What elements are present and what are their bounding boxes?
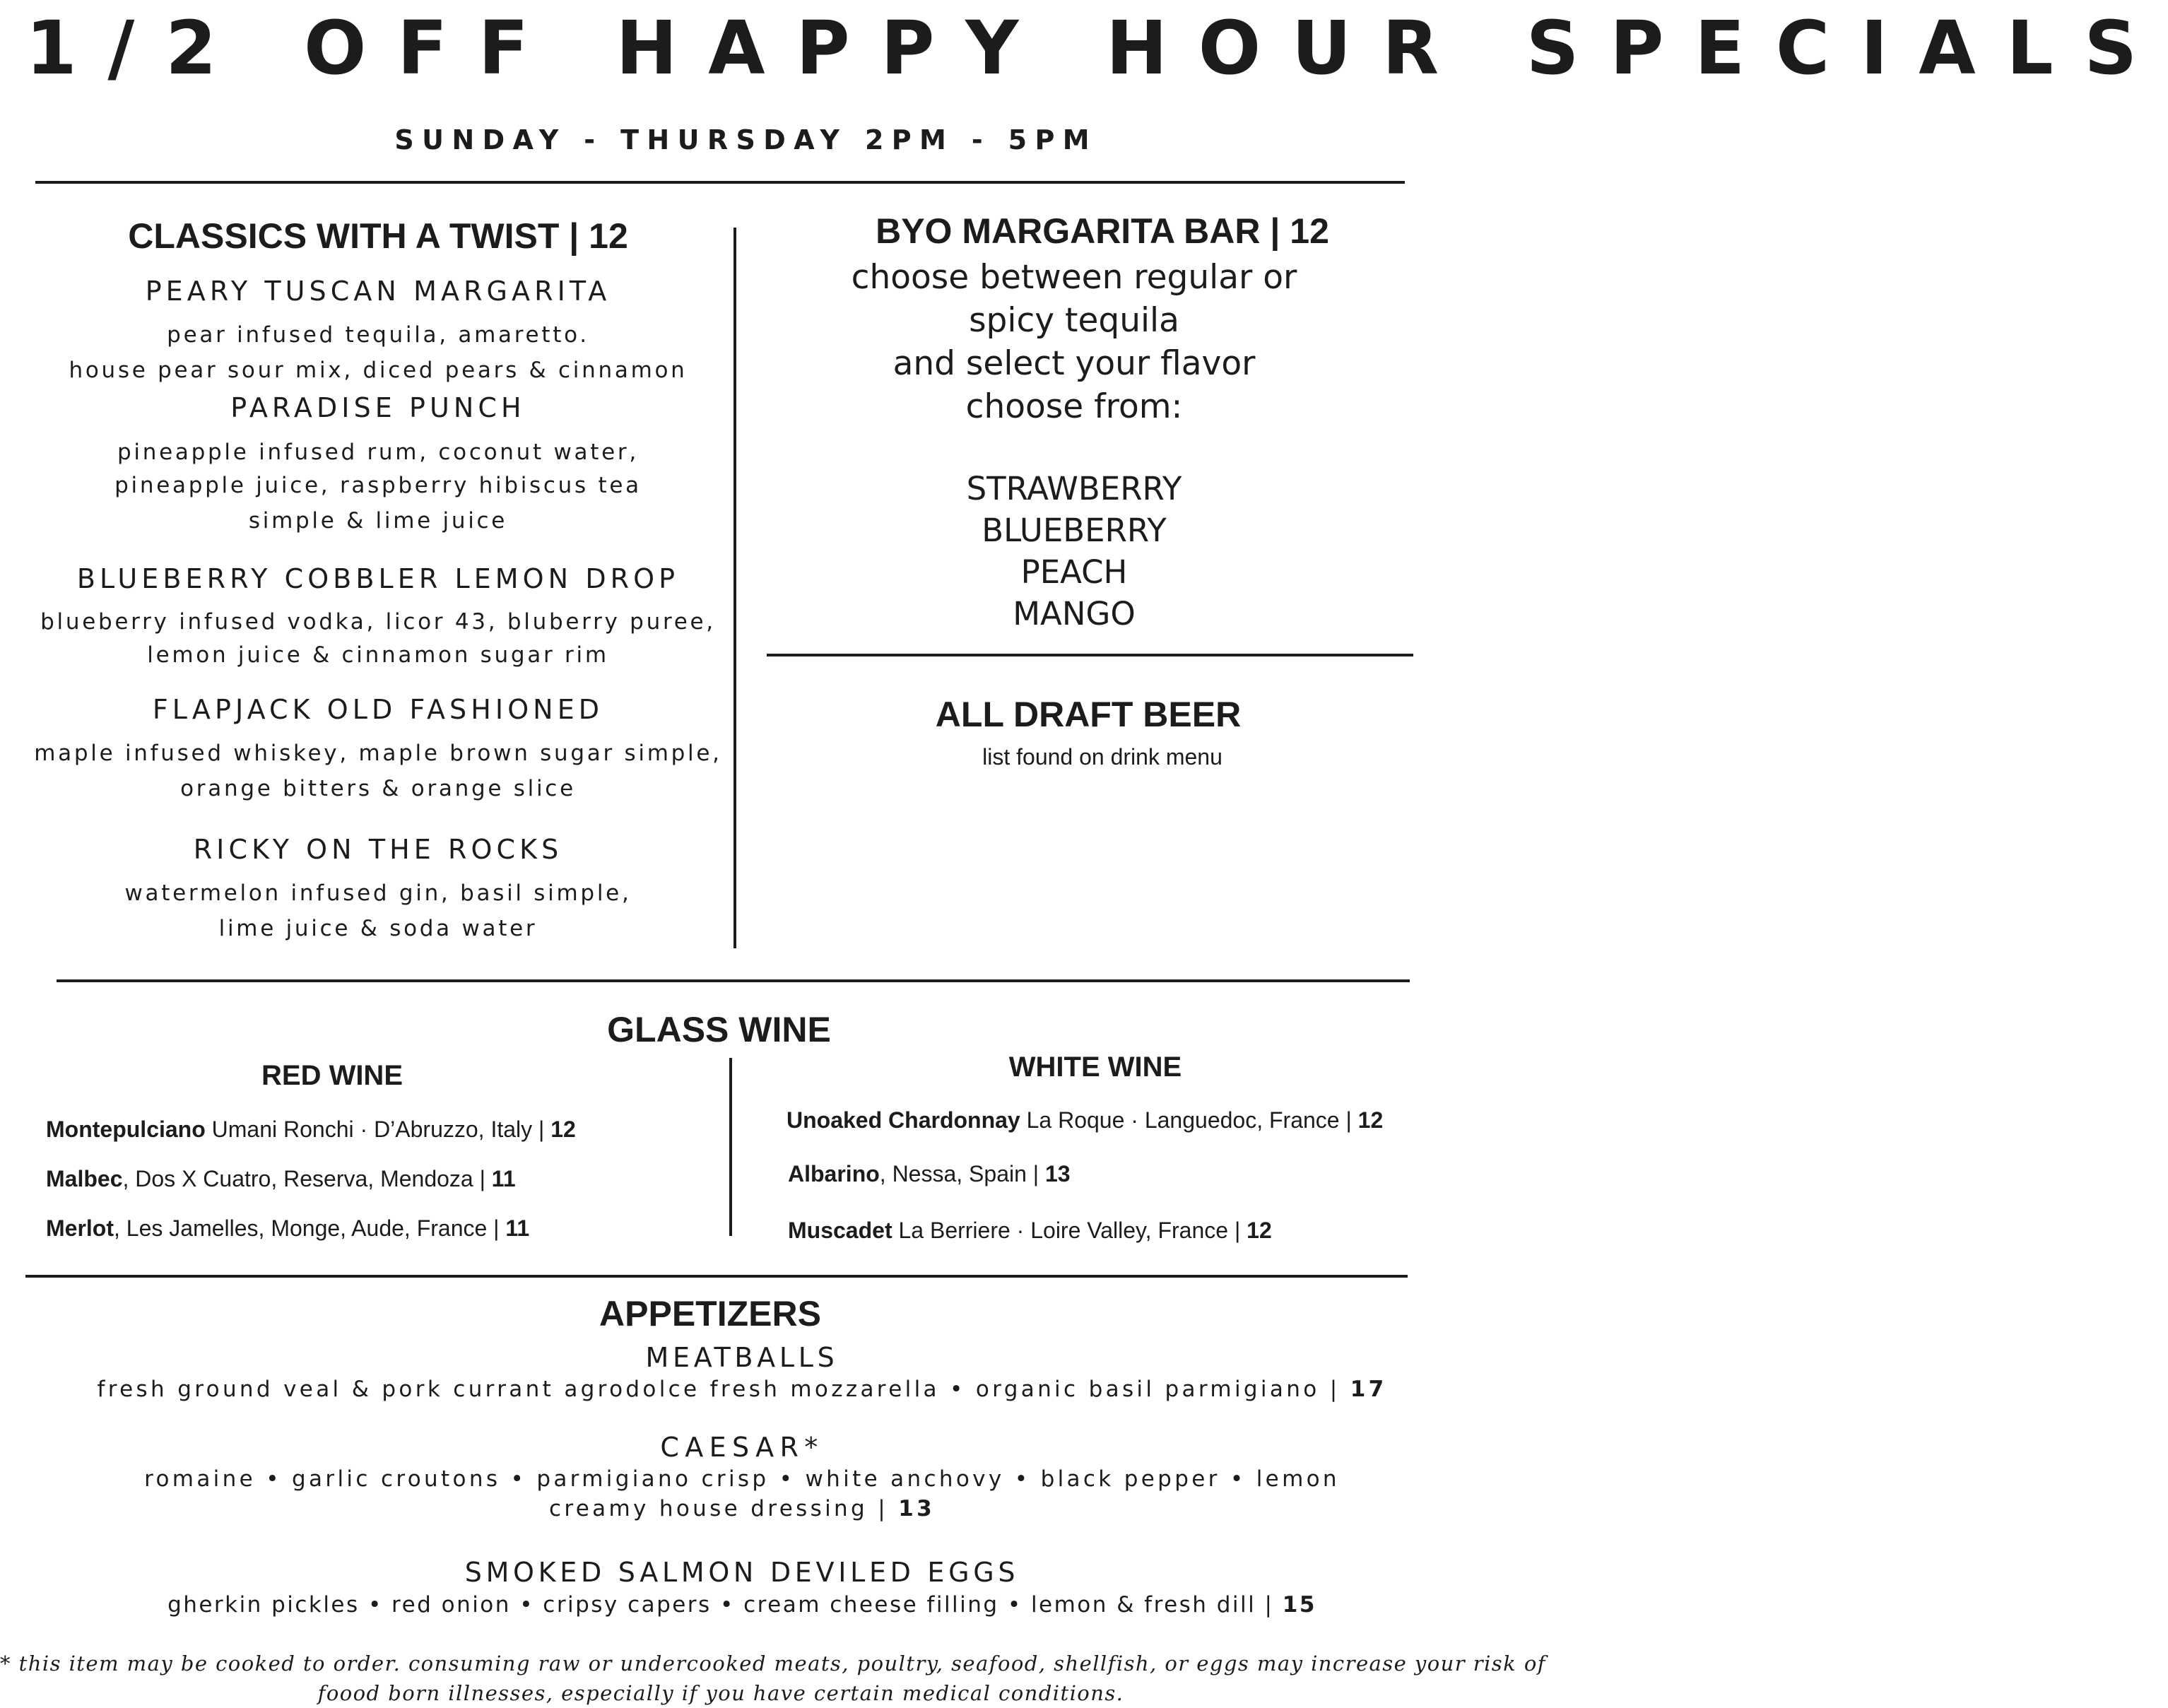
red-wine-heading: RED WINE — [261, 1060, 403, 1091]
byo-line: and select your flavor — [892, 344, 1256, 383]
drink-description: lime juice & soda water — [218, 916, 538, 941]
flavor-item: BLUEBERRY — [982, 512, 1167, 549]
beer-note: list found on drink menu — [982, 744, 1223, 770]
drink-description: simple & lime juice — [248, 508, 508, 534]
byo-heading: BYO MARGARITA BAR | 12 — [876, 211, 1329, 251]
white-wine-heading: WHITE WINE — [1008, 1052, 1182, 1083]
drink-name: PARADISE PUNCH — [230, 392, 526, 423]
red-wine-item — [46, 1166, 516, 1192]
wine-price: 12 — [550, 1117, 576, 1142]
drink-description: pear infused tequila, amaretto. — [167, 322, 589, 348]
wine-price: 11 — [491, 1166, 516, 1191]
white-wine-item — [788, 1218, 1272, 1244]
appetizer-desc-text: creamy house dressing | — [548, 1496, 899, 1521]
wine-detail: Umani Ronchi · D’Abruzzo, Italy | — [205, 1117, 551, 1142]
byo-line: choose from: — [965, 387, 1183, 426]
appetizer-description — [0, 1496, 1484, 1521]
byo-description — [749, 256, 1399, 428]
beer-heading: ALL DRAFT BEER — [935, 695, 1242, 734]
wine-column-divider — [729, 1058, 732, 1236]
wine-name: Malbec — [46, 1166, 123, 1191]
wine-name: Muscadet — [788, 1218, 892, 1243]
wine-detail: , Nessa, Spain | — [879, 1161, 1045, 1186]
drink-description: pineapple infused rum, coconut water, — [117, 440, 639, 465]
appetizer-name: MEATBALLS — [645, 1342, 839, 1373]
flavor-item: MANGO — [1013, 595, 1136, 632]
white-wine-item — [788, 1161, 1071, 1187]
appetizer-description — [0, 1592, 1484, 1618]
wine-detail: , Dos X Cuatro, Reserva, Mendoza | — [122, 1166, 492, 1191]
drink-name: RICKY ON THE ROCKS — [193, 834, 563, 865]
flavor-item: PEACH — [1020, 553, 1128, 591]
drink-description: blueberry infused vodka, licor 43, bluberry puree, — [40, 609, 716, 635]
drink-name: PEARY TUSCAN MARGARITA — [145, 276, 611, 307]
wine-heading: GLASS WINE — [607, 1010, 831, 1049]
byo-line: choose between regular or — [851, 258, 1297, 297]
wine-detail: , Les Jamelles, Monge, Aude, France | — [114, 1215, 506, 1241]
page-title: 1/2 OFF HAPPY HOUR SPECIALS — [25, 5, 2168, 91]
classics-heading: CLASSICS WITH A TWIST | 12 — [128, 216, 628, 256]
wine-price: 12 — [1247, 1218, 1272, 1243]
drink-description: pineapple juice, raspberry hibiscus tea — [114, 473, 642, 498]
drink-description: house pear sour mix, diced pears & cinnamon — [69, 358, 688, 383]
appetizer-price: 13 — [898, 1496, 936, 1521]
header-divider — [35, 181, 1405, 184]
disclaimer-line: * this item may be cooked to order. consuming raw or undercooked meats, poultry, seafood, shellfish, or eggs may increase your risk of — [0, 1651, 1546, 1675]
drink-name: BLUEBERRY COBBLER LEMON DROP — [76, 563, 680, 594]
drink-description: orange bitters & orange slice — [180, 776, 576, 801]
red-wine-item — [46, 1117, 576, 1143]
appetizers-heading: APPETIZERS — [599, 1294, 821, 1333]
drink-name: FLAPJACK OLD FASHIONED — [152, 694, 604, 725]
column-divider — [734, 228, 736, 948]
drink-description: lemon juice & cinnamon sugar rim — [147, 642, 609, 668]
byo-line: spicy tequila — [969, 301, 1179, 340]
flavor-item: STRAWBERRY — [966, 470, 1182, 507]
wine-name: Unoaked Chardonnay — [787, 1107, 1020, 1133]
wine-name: Montepulciano — [46, 1117, 206, 1142]
flavor-list — [749, 468, 1399, 635]
drink-description: maple infused whiskey, maple brown sugar simple, — [34, 741, 722, 766]
wine-divider-top — [57, 979, 1410, 982]
red-wine-item — [46, 1215, 529, 1242]
appetizer-name: CAESAR* — [660, 1432, 824, 1463]
appetizer-price: 15 — [1282, 1592, 1316, 1618]
wine-price: 13 — [1044, 1161, 1071, 1186]
appetizer-name: SMOKED SALMON DEVILED EGGS — [464, 1557, 1020, 1588]
appetizer-divider — [25, 1275, 1408, 1278]
appetizer-description — [0, 1377, 1484, 1402]
byo-divider — [767, 654, 1413, 656]
wine-name: Merlot — [46, 1215, 114, 1241]
appetizer-desc-text: gherkin pickles • red onion • cripsy capers • cream cheese filling • lemon & fresh dill | — [167, 1592, 1283, 1618]
schedule-subtitle: SUNDAY - THURSDAY 2PM - 5PM — [394, 124, 1097, 155]
wine-detail: La Berriere · Loire Valley, France | — [892, 1218, 1247, 1243]
wine-price: 11 — [505, 1215, 530, 1241]
appetizer-desc-text: fresh ground veal & pork currant agrodolce fresh mozzarella • organic basil parmigiano | — [97, 1377, 1350, 1402]
wine-price: 12 — [1357, 1107, 1384, 1133]
appetizer-desc-text: romaine • garlic croutons • parmigiano crisp • white anchovy • black pepper • lemon — [144, 1466, 1340, 1492]
drink-description: watermelon infused gin, basil simple, — [124, 880, 632, 906]
appetizer-price: 17 — [1350, 1377, 1387, 1402]
disclaimer — [0, 1649, 1546, 1708]
white-wine-item — [787, 1107, 1383, 1133]
wine-detail: La Roque · Languedoc, France | — [1020, 1107, 1358, 1133]
disclaimer-line: foood born illnesses, especially if you have certain medical conditions. — [317, 1681, 1124, 1705]
wine-name: Albarino — [788, 1161, 880, 1186]
appetizer-description — [0, 1466, 1484, 1492]
